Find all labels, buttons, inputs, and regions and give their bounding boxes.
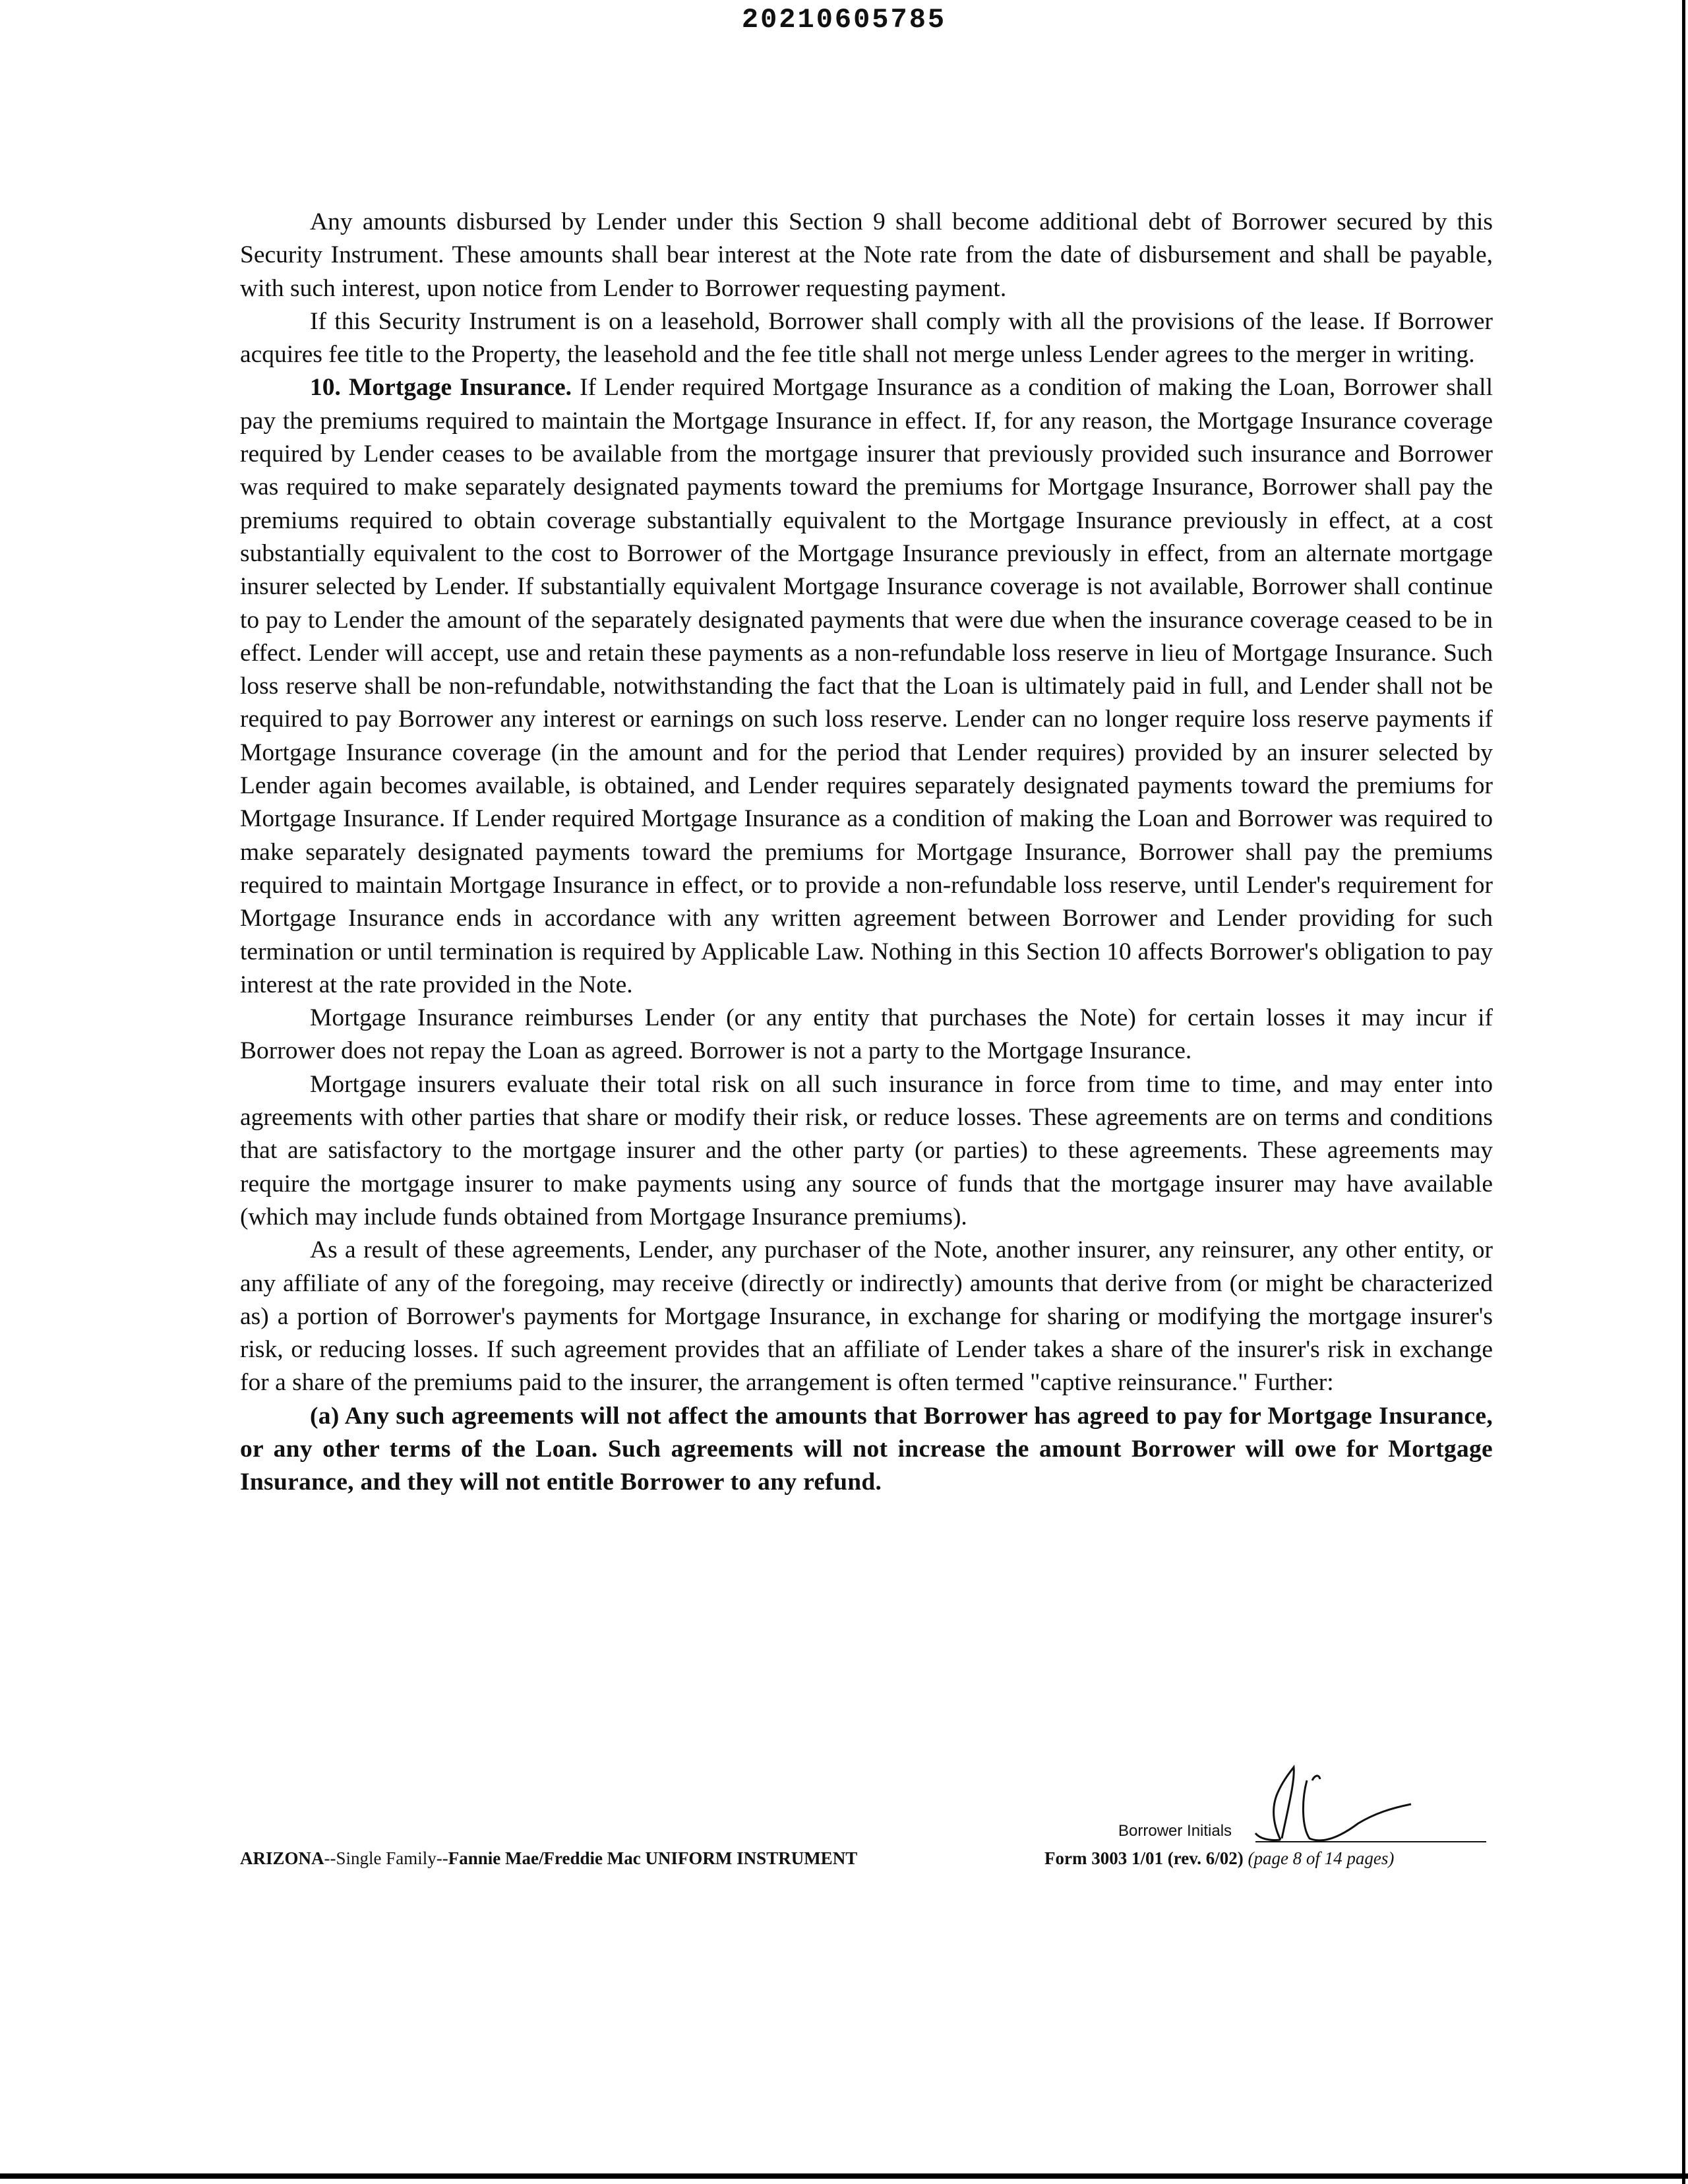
document-number: 20210605785 xyxy=(741,4,947,36)
borrower-initials-label: Borrower Initials xyxy=(1118,1822,1232,1840)
footer-family: Single Family xyxy=(336,1848,437,1868)
footer-instrument: ARIZONA--Single Family--Fannie Mae/Freddie Mac UNIFORM INSTRUMENT xyxy=(240,1848,858,1868)
paragraph-mortgage-insurance xyxy=(240,371,1493,1002)
signature-initials xyxy=(1246,1761,1418,1853)
paragraph-mi-insurers: Mortgage insurers evaluate their total risk on all such insurance in force from time to time, and may enter into agreements with other parties that share or modify their risk, or reduce losses. These agreements are on terms and conditions that are satisfactory to the mortgage insurer and the other party (or parties) to these agreements. These agreements may require the mortgage insurer to make payments using any source of funds that the mortgage insurer may have available (which may include funds obtained from Mortgage Insurance premiums). xyxy=(240,1070,1493,1230)
paragraph-leasehold: If this Security Instrument is on a leasehold, Borrower shall comply with all the provisions of the lease. If Borrower acquires fee title to the Property, the leasehold and the fee title shall not merge unless Lender agrees to the merger in writing. xyxy=(240,307,1493,369)
footer-form xyxy=(1044,1848,1394,1869)
footer-state: ARIZONA xyxy=(240,1848,324,1868)
footer-page-count: (page 8 of 14 pages) xyxy=(1248,1848,1395,1868)
initials-underline xyxy=(1255,1841,1486,1842)
paragraph-section-9-debt: Any amounts disbursed by Lender under this Section 9 shall become additional debt of Borrower secured by this Security Instrument. These amounts shall bear interest at the Note rate from the date of disbursement and shall be payable, with such interest, upon notice from Lender to Borrower requesting payment. xyxy=(240,208,1493,302)
section-10-heading: 10. Mortgage Insurance. xyxy=(310,374,572,402)
scan-edge-right xyxy=(1682,0,1685,2184)
section-10-text: If Lender required Mortgage Insurance as a condition of making the Loan, Borrower shall pay the premiums required to maintain the Mortgage Insurance in effect. If, for any reason, the Mortgage Insurance coverage required by Lender ceases to be available from the mortgage insurer that previously provided such insurance and Borrower was required to make separately designated payments toward the premiums for Mortgage Insurance, Borrower shall pay the premiums required to obtain coverage substantially equivalent to the Mortgage Insurance previously in effect, at a cost substantially equivalent to the cost to Borrower of the Mortgage Insurance previously in effect, from an alternate mortgage insurer selected by Lender. If substantially equivalent Mortgage Insurance coverage is not available, Borrower shall continue to pay to Lender the amount of the separately designated payments that were due when the insurance coverage ceased to be in effect. Lender will accept, use and retain these payments as a non-refundable loss reserve in lieu of Mortgage Insurance. Such loss reserve shall be non-refundable, notwithstanding the fact that the Loan is ultimately paid in full, and Lender shall not be required to pay Borrower any interest or earnings on such loss reserve. Lender can no longer require loss reserve payments if Mortgage Insurance coverage (in the amount and for the period that Lender requires) provided by an insurer selected by Lender again becomes available, is obtained, and Lender requires separately designated payments toward the premiums for Mortgage Insurance. If Lender required Mortgage Insurance as a condition of making the Loan and Borrower was required to make separately designated payments toward the premiums for Mortgage Insurance, Borrower shall pay the premiums required to maintain Mortgage Insurance in effect, or to provide a non-refundable loss reserve, until Lender's requirement for Mortgage Insurance ends in accordance with any written agreement between Borrower and Lender providing for such termination or until termination is required by Applicable Law. Nothing in this Section 10 affects Borrower's obligation to pay interest at the rate provided in the Note. xyxy=(240,374,1493,998)
document-body xyxy=(240,206,1493,1500)
paragraph-mi-reimburses: Mortgage Insurance reimburses Lender (or any entity that purchases the Note) for certain losses it may incur if Borrower does not repay the Loan as agreed. Borrower is not a party to the Mortgage Insurance. xyxy=(240,1004,1493,1065)
paragraph-captive-reinsurance: As a result of these agreements, Lender, any purchaser of the Note, another insurer, any reinsurer, any other entity, or any affiliate of any of the foregoing, may receive (directly or indirectly) amounts that derive from (or might be characterized as) a portion of Borrower's payments for Mortgage Insurance, in exchange for sharing or modifying the mortgage insurer's risk, or reducing losses. If such agreement provides that an affiliate of Lender takes a share of the insurer's risk in exchange for a share of the premiums paid to the insurer, the arrangement is often termed "captive reinsurance." Further: xyxy=(240,1236,1493,1397)
scan-edge-bottom xyxy=(0,2173,1688,2179)
paragraph-clause-a: (a) Any such agreements will not affect the amounts that Borrower has agreed to pay for Mortgage Insurance, or any other terms of the Loan. Such agreements will not increase the amount Borrower will owe for Mortgage Insurance, and they will not entitle Borrower to any refund. xyxy=(240,1402,1493,1496)
footer-uniform-instrument: Fannie Mae/Freddie Mac UNIFORM INSTRUMENT xyxy=(448,1848,858,1868)
footer-form-number: Form 3003 1/01 (rev. 6/02) xyxy=(1044,1848,1244,1868)
